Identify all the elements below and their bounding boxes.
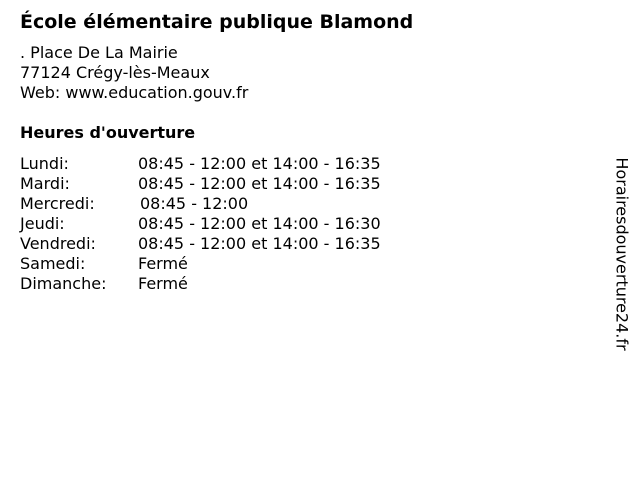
address-block: [20, 43, 248, 103]
day-label: Mercredi:: [20, 194, 95, 213]
time-value: 08:45 - 12:00 et 14:00 - 16:35: [138, 154, 381, 173]
address-city: 77124 Crégy-lès-Meaux: [20, 63, 210, 82]
day-label: Mardi:: [20, 174, 70, 193]
website-text: Web: www.education.gouv.fr: [20, 83, 249, 102]
hours-heading: Heures d'ouverture: [20, 123, 196, 142]
watermark-text: Horairesdouverture24.fr: [613, 157, 633, 351]
hours-row-thursday: [20, 214, 381, 234]
time-value: 08:45 - 12:00 et 14:00 - 16:35: [138, 174, 381, 193]
time-value: 08:45 - 12:00: [140, 194, 249, 213]
day-label: Vendredi:: [20, 234, 96, 253]
day-label: Samedi:: [20, 254, 86, 273]
time-value: Fermé: [138, 254, 188, 273]
day-label: Lundi:: [20, 154, 69, 173]
hours-row-sunday: [20, 274, 381, 294]
hours-row-friday: [20, 234, 381, 254]
hours-table: [20, 154, 381, 294]
day-label: Jeudi:: [20, 214, 65, 233]
day-label: Dimanche:: [20, 274, 107, 293]
time-value: 08:45 - 12:00 et 14:00 - 16:30: [138, 214, 381, 233]
hours-row-tuesday: [20, 174, 381, 194]
hours-row-saturday: [20, 254, 381, 274]
time-value: 08:45 - 12:00 et 14:00 - 16:35: [138, 234, 381, 253]
page-title: École élémentaire publique Blamond: [20, 11, 414, 33]
address-street: . Place De La Mairie: [20, 43, 178, 62]
hours-row-wednesday: [20, 194, 381, 214]
hours-row-monday: [20, 154, 381, 174]
watermark: [611, 134, 633, 374]
time-value: Fermé: [138, 274, 188, 293]
